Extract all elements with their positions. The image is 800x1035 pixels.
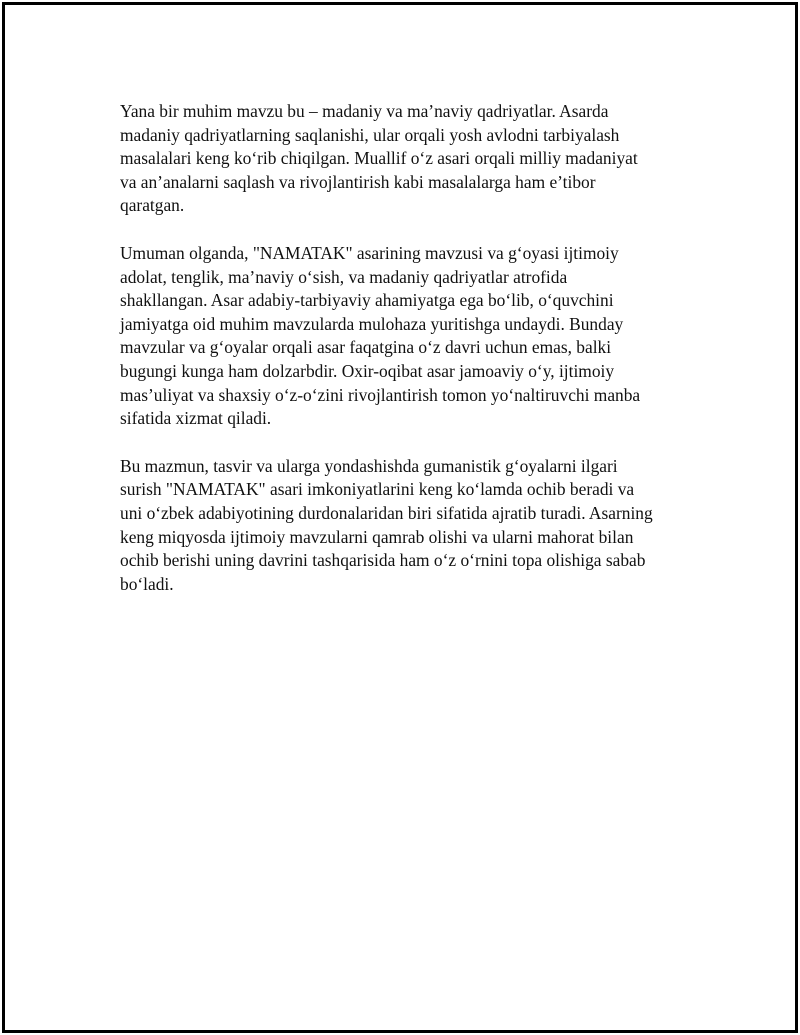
text-line: va an’analarni saqlash va rivojlantirish kabi masalalarga ham e’tibor — [120, 171, 596, 192]
page-frame — [2, 2, 798, 1033]
text-line: sifatida xizmat qiladi. — [120, 408, 272, 429]
text-line: bugungi kunga ham dolzarbdir. Oxir-oqibat asar jamoaviy o‘y, ijtimoiy — [120, 360, 615, 381]
text-line: mavzular va g‘oyalar orqali asar faqatgina o‘z davri uchun emas, balki — [120, 337, 612, 358]
text-line: madaniy qadriyatlarning saqlanishi, ular orqali yosh avlodni tarbiyalash — [120, 124, 620, 145]
text-line: Umuman olganda, "NAMATAK" asarining mavzusi va g‘oyasi ijtimoiy — [120, 242, 619, 263]
text-line: shakllangan. Asar adabiy-tarbiyaviy ahamiyatga ega bo‘lib, o‘quvchini — [120, 290, 614, 311]
text-line: Bu mazmun, tasvir va ularga yondashishda gumanistik g‘oyalarni ilgari — [120, 455, 618, 476]
text-line: jamiyatga oid muhim mavzularda mulohaza yuritishga undaydi. Bunday — [120, 313, 624, 334]
paragraph-3 — [120, 455, 705, 597]
text-line: ochib berishi uning davrini tashqarisida ham o‘z o‘rnini topa olishiga sabab — [120, 550, 646, 571]
document-body — [120, 100, 705, 620]
text-line: qaratgan. — [120, 195, 185, 216]
paragraph-2 — [120, 242, 705, 431]
text-line: keng miqyosda ijtimoiy mavzularni qamrab olishi va ularni mahorat bilan — [120, 526, 634, 547]
text-line: mas’uliyat va shaxsiy o‘z-o‘zini rivojlantirish tomon yo‘naltiruvchi manba — [120, 384, 641, 405]
text-line: uni o‘zbek adabiyotining durdonalaridan biri sifatida ajratib turadi. Asarning — [120, 502, 653, 523]
text-line: adolat, tenglik, ma’naviy o‘sish, va madaniy qadriyatlar atrofida — [120, 266, 568, 287]
paragraph-1 — [120, 100, 705, 218]
text-line: masalalari keng ko‘rib chiqilgan. Muallif o‘z asari orqali milliy madaniyat — [120, 148, 638, 169]
text-line: Yana bir muhim mavzu bu – madaniy va ma’naviy qadriyatlar. Asarda — [120, 101, 609, 121]
text-line: surish "NAMATAK" asari imkoniyatlarini keng ko‘lamda ochib beradi va — [120, 479, 635, 500]
text-line: bo‘ladi. — [120, 573, 174, 594]
